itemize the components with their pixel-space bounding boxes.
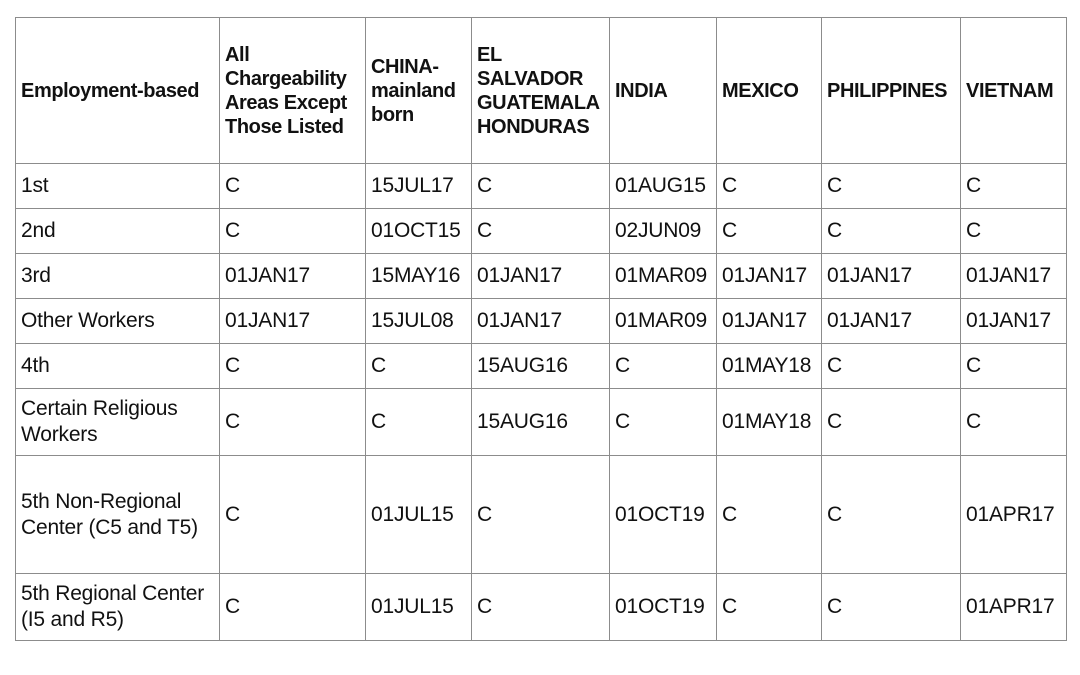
header-india: INDIA — [610, 18, 717, 164]
table-cell: 02JUN09 — [610, 209, 717, 254]
table-cell: C — [822, 574, 961, 641]
table-cell: C — [220, 574, 366, 641]
table-cell: 01JUL15 — [366, 574, 472, 641]
table-cell: 01OCT19 — [610, 456, 717, 574]
table-cell: C — [220, 389, 366, 456]
table-cell: C — [822, 209, 961, 254]
table-cell: 01APR17 — [961, 456, 1067, 574]
table-cell: C — [961, 344, 1067, 389]
table-cell: 15AUG16 — [472, 389, 610, 456]
header-row — [16, 18, 1067, 164]
table-row — [16, 254, 1067, 299]
header-employment-based: Employment-based — [16, 18, 220, 164]
header-philippines: PHILIPPINES — [822, 18, 961, 164]
visa-bulletin-table — [15, 17, 1067, 641]
header-china: CHINA-mainland born — [366, 18, 472, 164]
table-cell: 01MAY18 — [717, 344, 822, 389]
table-cell: 01JAN17 — [220, 299, 366, 344]
table-cell: 01JAN17 — [961, 299, 1067, 344]
table-cell: C — [472, 574, 610, 641]
table-cell: 01JAN17 — [717, 299, 822, 344]
table-cell: C — [717, 456, 822, 574]
table-row — [16, 456, 1067, 574]
table-cell: 01MAR09 — [610, 254, 717, 299]
table-cell: 01AUG15 — [610, 164, 717, 209]
table-cell: 15JUL17 — [366, 164, 472, 209]
table-cell: C — [822, 164, 961, 209]
table-row — [16, 389, 1067, 456]
table-cell: C — [961, 389, 1067, 456]
header-vietnam: VIETNAM — [961, 18, 1067, 164]
table-cell: C — [717, 209, 822, 254]
table-cell: 01JAN17 — [822, 254, 961, 299]
table-cell: C — [961, 164, 1067, 209]
table-row — [16, 574, 1067, 641]
row-label: 4th — [16, 344, 220, 389]
table-cell: 01JUL15 — [366, 456, 472, 574]
table-row — [16, 164, 1067, 209]
table-cell: C — [961, 209, 1067, 254]
row-label: 1st — [16, 164, 220, 209]
table-cell: 01APR17 — [961, 574, 1067, 641]
table-cell: C — [472, 164, 610, 209]
row-label: 5th Regional Center (I5 and R5) — [16, 574, 220, 641]
table-cell: C — [220, 164, 366, 209]
table-cell: 01JAN17 — [822, 299, 961, 344]
row-label: 2nd — [16, 209, 220, 254]
table-row — [16, 209, 1067, 254]
table-cell: 01JAN17 — [717, 254, 822, 299]
table-cell: 01MAR09 — [610, 299, 717, 344]
table-cell: 01MAY18 — [717, 389, 822, 456]
table-cell: 01JAN17 — [472, 299, 610, 344]
row-label: Certain Religious Workers — [16, 389, 220, 456]
table-cell: C — [220, 344, 366, 389]
table-cell: C — [717, 164, 822, 209]
table-cell: 01OCT15 — [366, 209, 472, 254]
table-cell: 01JAN17 — [961, 254, 1067, 299]
table-cell: C — [472, 456, 610, 574]
row-label: 3rd — [16, 254, 220, 299]
table-cell: 01JAN17 — [472, 254, 610, 299]
table-cell: 15MAY16 — [366, 254, 472, 299]
table-cell: C — [472, 209, 610, 254]
table-cell: 01OCT19 — [610, 574, 717, 641]
table-cell: C — [366, 344, 472, 389]
table-cell: C — [220, 209, 366, 254]
row-label: Other Workers — [16, 299, 220, 344]
table-cell: 01JAN17 — [220, 254, 366, 299]
table-row — [16, 299, 1067, 344]
table-cell: C — [366, 389, 472, 456]
table-cell: C — [822, 456, 961, 574]
table-cell: C — [822, 344, 961, 389]
table-cell: C — [220, 456, 366, 574]
table-cell: C — [610, 389, 717, 456]
table-cell: C — [717, 574, 822, 641]
table-cell: 15AUG16 — [472, 344, 610, 389]
table-cell: C — [822, 389, 961, 456]
header-el-salvador-guatemala-honduras: EL SALVADOR GUATEMALA HONDURAS — [472, 18, 610, 164]
table-row — [16, 344, 1067, 389]
table-cell: 15JUL08 — [366, 299, 472, 344]
header-mexico: MEXICO — [717, 18, 822, 164]
row-label: 5th Non-Regional Center (C5 and T5) — [16, 456, 220, 574]
table-cell: C — [610, 344, 717, 389]
header-all-chargeability: All Chargeability Areas Except Those Listed — [220, 18, 366, 164]
